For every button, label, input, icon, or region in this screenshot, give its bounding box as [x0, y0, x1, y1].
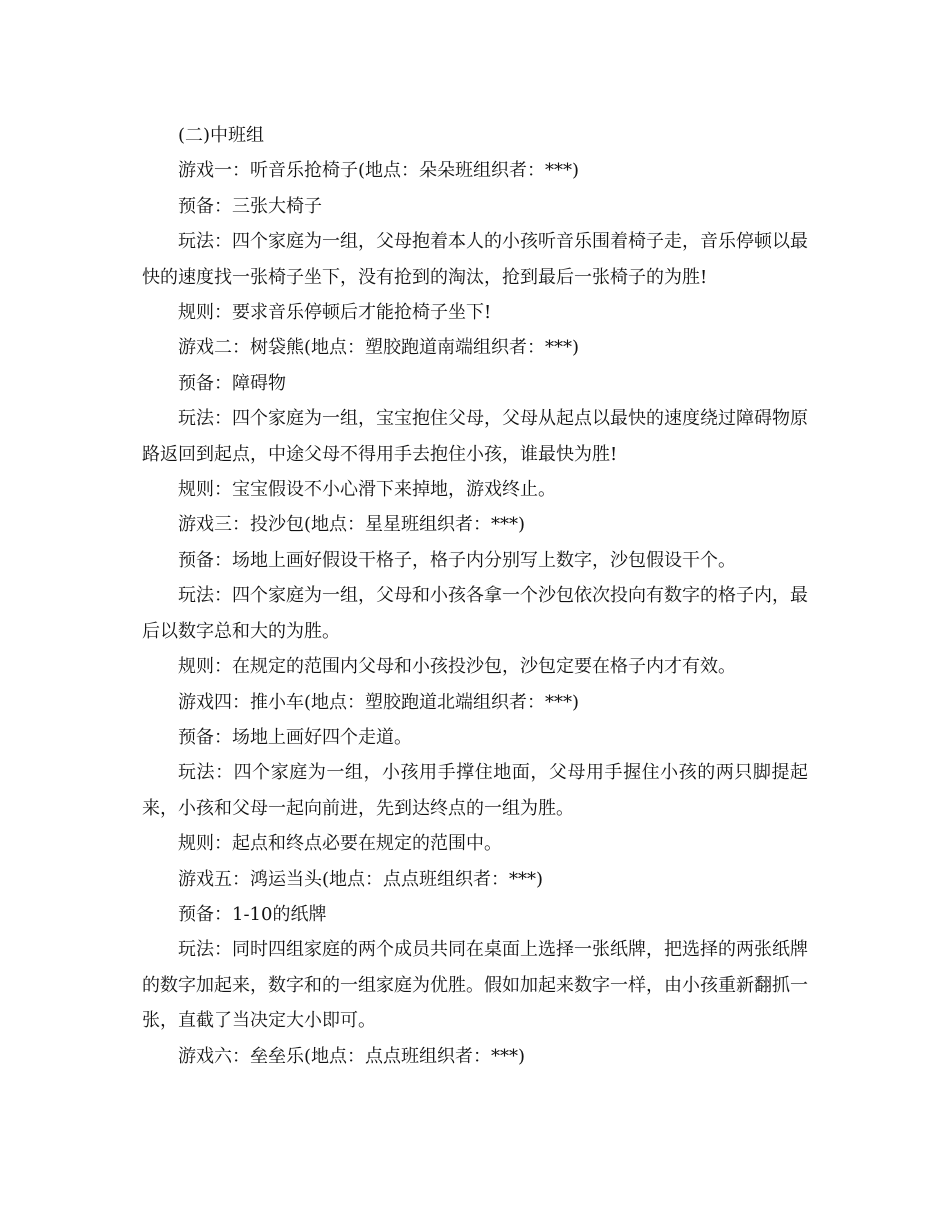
game-3-rules: 规则：在规定的范围内父母和小孩投沙包，沙包定要在格子内才有效。 [178, 656, 736, 678]
game-5-gameplay: 玩法：同时四组家庭的两个成员共同在桌面上选择一张纸牌，把选择的两张纸牌的数字加起来，数字和的一组家庭为优胜。假如加起来数字一样，由小孩重新翻抓一张，直截了当决定大小即可。 [142, 939, 808, 1032]
game-2-rules: 规则：宝宝假设不小心滑下来掉地，游戏终止。 [178, 479, 556, 501]
game-3-title: 游戏三：投沙包(地点：星星班组织者：***) [178, 514, 526, 536]
game-6-title: 游戏六：垒垒乐(地点：点点班组织者：***) [178, 1045, 526, 1067]
game-1-preparation: 预备：三张大椅子 [178, 195, 322, 217]
game-5-preparation: 预备：1-10的纸牌 [178, 903, 327, 925]
game-3-preparation: 预备：场地上画好假设干格子，格子内分别写上数字，沙包假设干个。 [178, 549, 736, 571]
game-2-title: 游戏二：树袋熊(地点：塑胶跑道南端组织者：***) [178, 337, 580, 359]
game-5-title: 游戏五：鸿运当头(地点：点点班组织者：***) [178, 868, 544, 890]
game-4-rules: 规则：起点和终点必要在规定的范围中。 [178, 833, 502, 855]
game-4-preparation: 预备：场地上画好四个走道。 [178, 726, 412, 748]
game-2-preparation: 预备：障碍物 [178, 372, 286, 394]
game-2-gameplay: 玩法：四个家庭为一组，宝宝抱住父母，父母从起点以最快的速度绕过障碍物原路返回到起点，中途父母不得用手去抱住小孩，谁最快为胜! [142, 408, 808, 465]
section-heading: (二)中班组 [178, 125, 265, 146]
game-3-gameplay: 玩法：四个家庭为一组，父母和小孩各拿一个沙包依次投向有数字的格子内，最后以数字总和大的为胜。 [142, 585, 808, 642]
game-1-title: 游戏一：听音乐抢椅子(地点：朵朵班组织者：***) [178, 160, 580, 182]
game-4-title: 游戏四：推小车(地点：塑胶跑道北端组织者：***) [178, 691, 580, 713]
document-body [142, 118, 808, 1074]
game-1-rules: 规则：要求音乐停顿后才能抢椅子坐下! [178, 302, 492, 324]
game-1-gameplay: 玩法：四个家庭为一组，父母抱着本人的小孩听音乐围着椅子走，音乐停顿以最快的速度找一张椅子坐下，没有抢到的淘汰，抢到最后一张椅子的为胜! [142, 231, 808, 288]
game-4-gameplay: 玩法：四个家庭为一组，小孩用手撑住地面，父母用手握住小孩的两只脚提起来，小孩和父母一起向前进，先到达终点的一组为胜。 [142, 762, 808, 819]
